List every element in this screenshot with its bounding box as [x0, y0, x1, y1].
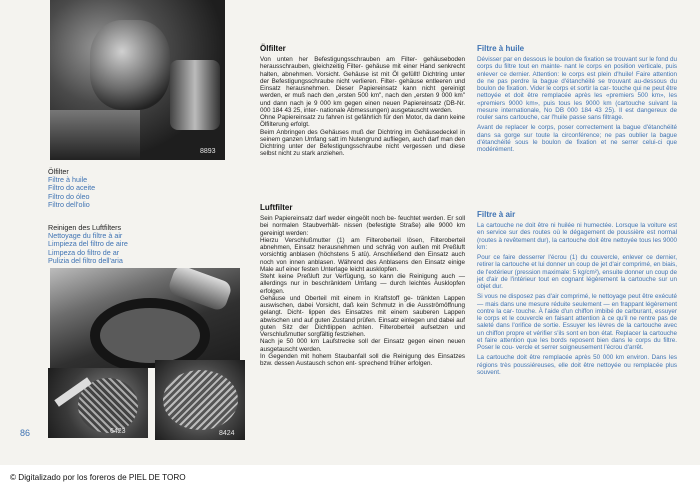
photo-code-small1: 6423	[110, 428, 126, 435]
photo-code-small2: 8424	[219, 430, 235, 437]
oil-filter-paragraph: Von unten her Befestigungsschrauben am Filter- gehäuseboden herausschrauben, gleichzeitig Filter- gehäuse mit einer Hand senkrecht halten, abnehmen. Vorsicht. Gehäuse ist mit Öl gefüllt! Dichtring unter der Befestigungsschraube nicht verlieren. Filter- gehäuse entleeren und Einsatz herausnehmen. Dieser Papiereinsatz kann nicht gereinigt werden, er muß nach den „ersten 500 km", nach den „ersten 9 000 km" und dann nach je 9 000 km gegen einen neuen Papiereinsatz (DB-Nr. 000 184 43 25, inter- nationale Abmessungen) ausgetauscht werden.	[260, 56, 465, 114]
oil-filter-section-fr	[477, 44, 677, 156]
engine-part	[170, 60, 220, 130]
scan-credit-footer: © Digitalizado por los foreros de PIEL DE TORO	[10, 473, 186, 482]
air-filter-paragraph-fr: La cartouche doit être remplacée après 50 000 km environ. Dans les régions très poussiéreuses, elle doit être nettoyée ou remplacée plus souvent.	[477, 354, 677, 376]
air-filter-paragraph-fr: La cartouche ne doit être ni huilée ni humectée. Lorsque la voiture est en service sur des routes où le dégagement de poussière est normal (routes à revêtement dur), la cartouche doit être nettoyée tous les 9000 km:	[477, 222, 677, 251]
air-caption-es: Limpieza del filtro de aire	[48, 239, 128, 249]
engine-block	[50, 110, 140, 160]
air-filter-paragraph: Steht keine Preßluft zur Verfügung, so kann die Reinigung auch — allerdings nur in beschränktem Umfang — durch leichtes Ausklopfen erfolgen.	[260, 273, 465, 295]
photo-code-filter: 8893	[200, 148, 216, 155]
air-caption-it: Pulizia del filtro dell'aria	[48, 255, 123, 265]
oil-filter-caption	[48, 168, 95, 209]
air-filter-caption	[48, 224, 128, 265]
oil-filter-paragraph: Ohne Papiereinsatz zu fahren ist gefährlich für den Motor, da dann keine Ölfilterung erfolgt.	[260, 114, 465, 129]
air-filter-paragraph: Sein Papiereinsatz darf weder eingeölt noch be- feuchtet werden. Er soll bei normalen Staubverhält- nissen (befestigte Straße) alle 9000 km gereinigt werden:	[260, 215, 465, 237]
air-filter-paragraph-fr: Pour ce faire desserrer l'écrou (1) du couvercle, enlever ce dernier, retirer la cartouche et lui donner un coup de jet d'air comprimé, en biais, de l'extérieur (pression maximale: 5 kg/cm²), ensuite donner un coup de jet d'air de l'intérieur tout en cognant légèrement la cartouche sur un objet dur.	[477, 254, 678, 290]
air-filter-paragraph: Nach je 50 000 km Laufstrecke soll der Einsatz gegen einen neuen ausgetauscht werden.	[260, 338, 465, 353]
oil-filter-paragraph-fr: Avant de replacer le corps, poser correctement la bague d'étanchéité dans sa gorge sur toute la circonférence; ne pas oublier la bague d'étanchéité sous le boulon de fixation et ne serrer celui-ci que modérément.	[477, 124, 677, 153]
filter-housing	[90, 20, 170, 110]
air-filter-paragraph-fr: Si vous ne disposez pas d'air comprimé, le nettoyage peut être exécuté — mais dans une mesure réduite seulement — en frappant légèrement contre la car- touche. À l'aide d'un chiffon imbibé de carburant, essuyer le corps et le couvercle en faisant attention à ce qu'il ne rentre pas de saleté dans l'orifice de sortie. Essuyer les lèvres de la cartouche avec un chiffon propre et vérifier s'ils sont en bon état. Replacer la cartouche et faire attention que les bords reposent bien dans le corps du filtre. Poser le cou- vercle et serrer soigneusement l'écrou d'arrêt.	[477, 293, 677, 351]
air-caption-de: Reinigen des Luftfilters	[48, 223, 122, 232]
air-filter-heading-fr: Filtre à air	[477, 210, 516, 219]
oil-caption-it: Filtro dell'olio	[48, 199, 90, 209]
oil-filter-paragraph: Beim Anbringen des Gehäuses muß der Dichtring im Gehäusedeckel in seinem ganzen Umfang satt im Nutengrund aufliegen, auch darf man den Dichtring unter der Befestigungsschraube nicht vergessen und diese selbst nicht zu stark anziehen.	[260, 128, 465, 158]
oil-filter-heading-fr: Filtre à huile	[477, 44, 525, 53]
air-cartridge-cleaning-photo	[48, 368, 148, 438]
air-filter-ring	[90, 298, 210, 368]
oil-caption-pt: Filtro do óleo	[48, 191, 90, 201]
oil-caption-de: Ölfilter	[48, 167, 69, 176]
air-filter-paragraph: In Gegenden mit hohem Staubanfall soll die Reinigung des Einsatzes bzw. dessen Austausch schon ent- sprechend früher erfolgen.	[260, 352, 465, 367]
air-caption-fr: Nettoyage du filtre à air	[48, 231, 123, 241]
oil-filter-heading: Ölfilter	[260, 44, 286, 53]
air-filter-paragraph: Gehäuse und Oberteil mit einem in Kraftstoff ge- tränkten Lappen auswischen, dabei Vorsicht, daß kein Schmutz in die Ausströmöffnung gelangt. Dicht- lippen des Einsatzes mit einem sauberen Lappen abwischen und auf guten Zustand prüfen. Einsatz einlegen und dabei auf guten Sitz der Dichtlippen achten. Filteroberteil aufsetzen und Verschlußmutter sorgfältig festziehen.	[260, 294, 465, 338]
air-cartridge-tapping-photo	[155, 360, 245, 440]
oil-caption-es: Filtro do aceite	[48, 183, 96, 193]
air-filter-heading: Luftfilter	[260, 203, 293, 212]
air-filter-photo	[50, 268, 240, 368]
air-caption-pt: Limpeza do filtro de ar	[48, 247, 120, 257]
oil-filter-photo	[50, 0, 225, 160]
cartridge-mesh	[163, 370, 238, 430]
oil-filter-paragraph-fr: Dévisser par en dessous le boulon de fixation se trouvant sur le fond du corps du filtre tout en mainte- nant le corps en position verticale, puis enlever ce dernier. Attention: le corps est plein d'huile! Faire attention de ne pas perdre la bague d'étanchéité se trouvant au-dessous du boulon de fixation. Vider le corps et sortir la car- touche qui ne peut être nettoyée et doit être remplacée après les «premiers 500 km», les «premiers 9000 km», puis tous les 9000 km (cartouche suivant la mesure internationale, No DB 000 184 43 25). Il est dangereux de rouler sans cartouche, car l'huile passe sans filtrage.	[477, 56, 677, 121]
air-filter-paragraph: Hierzu Verschlußmutter (1) am Filteroberteil lösen, Filteroberteil abnehmen, Einsatz herausnehmen und schräg von außen mit Preßluft vorsichtig anblasen (höchstens 5 atü). Anschließend den Einsatz auch noch von innen anblasen. Während des Anblasens den Einsatz einige Male auf einer festen Unterlage leicht ausklopfen.	[260, 236, 465, 273]
oil-caption-fr: Filtre à huile	[48, 175, 88, 185]
air-filter-section-fr	[477, 210, 677, 379]
page-number: 86	[20, 428, 31, 438]
air-filter-section-de	[260, 203, 465, 367]
oil-filter-section-de	[260, 44, 465, 158]
